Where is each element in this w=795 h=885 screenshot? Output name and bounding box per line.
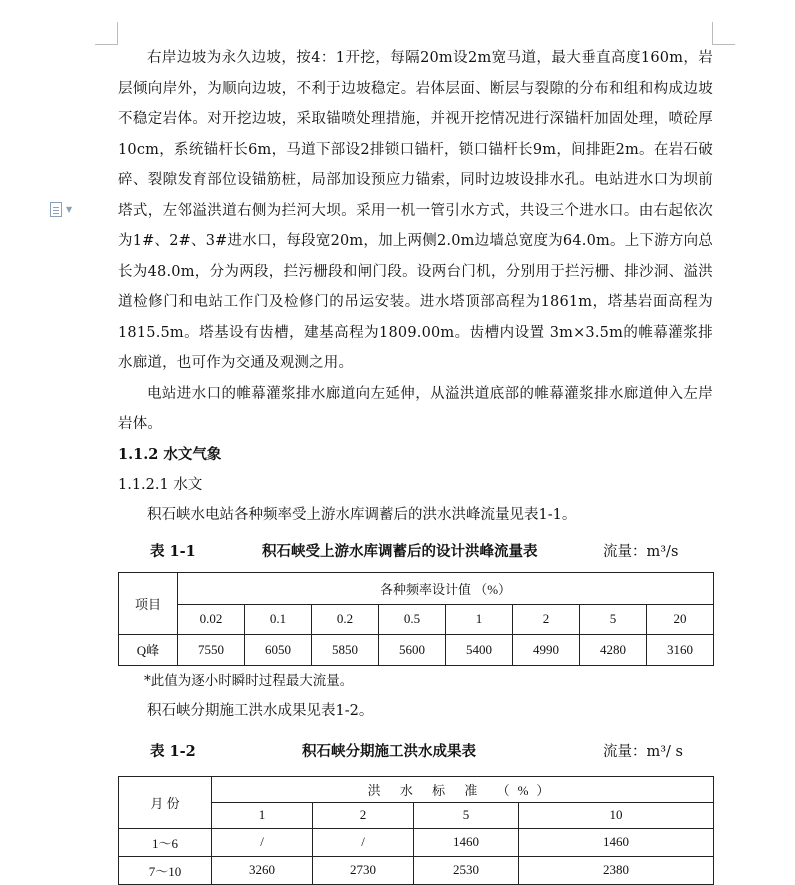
table2: [118, 776, 714, 885]
table1-unit: 流量：m³/s: [603, 544, 679, 560]
table1-value-row: [119, 634, 714, 665]
table2-value: 3260: [212, 856, 313, 884]
crop-mark-top-left: [95, 22, 118, 45]
table2-title: 积石峡分期施工洪水成果表: [302, 743, 476, 760]
table1-freq: 2: [513, 604, 580, 634]
table2-standard: 2: [313, 802, 414, 828]
table1-caption: [118, 530, 713, 572]
table2-row: [119, 828, 714, 856]
table1-intro: 积石峡水电站各种频率受上游水库调蓄后的洪水洪峰流量见表1-1。: [147, 506, 577, 523]
table2-unit: 流量：m³/ s: [603, 744, 683, 760]
table1-note: *此值为逐小时瞬时过程最大流量。: [144, 672, 354, 689]
table2-number: 表 1-2: [150, 743, 196, 760]
table2-value: 1460: [414, 828, 519, 856]
table1-group-header: 各种频率设计值 （%）: [178, 572, 714, 604]
table2-standard: 1: [212, 802, 313, 828]
table2-month: 7～10: [119, 856, 212, 884]
table1-value: 6050: [245, 634, 312, 665]
table2-col-label: 月 份: [119, 776, 212, 828]
table1-freq: 1: [446, 604, 513, 634]
subsection-heading: 1.1.2.1 水文: [118, 476, 203, 493]
table1-value: 4280: [580, 634, 647, 665]
table2-value: /: [313, 828, 414, 856]
table1-value: 7550: [178, 634, 245, 665]
table1-freq: 20: [647, 604, 714, 634]
table1-value: 3160: [647, 634, 714, 665]
table2-value: 2730: [313, 856, 414, 884]
table2-value: /: [212, 828, 313, 856]
table1-value: 5600: [379, 634, 446, 665]
table1-freq: 0.2: [312, 604, 379, 634]
section-heading: 1.1.2 水文气象: [118, 445, 222, 463]
table1-freq: 0.1: [245, 604, 312, 634]
table2-standard: 10: [519, 802, 714, 828]
table2-group-header: 洪 水 标 准 （%）: [212, 776, 714, 802]
table1-freq: 5: [580, 604, 647, 634]
table1-value: 5850: [312, 634, 379, 665]
table2-caption: [118, 726, 713, 776]
table1-freq: 0.02: [178, 604, 245, 634]
document-page: [118, 43, 713, 885]
table2-value: 2530: [414, 856, 519, 884]
table1-row-label: Q峰: [119, 634, 178, 665]
table2-value: 1460: [519, 828, 714, 856]
table1-freq: 0.5: [379, 604, 446, 634]
table1-title: 积石峡受上游水库调蓄后的设计洪峰流量表: [262, 543, 538, 560]
table1-value: 4990: [513, 634, 580, 665]
paragraph-1: 右岸边坡为永久边坡，按4：1开挖，每隔20m设2m宽马道，最大垂直高度160m，岩层倾向岸外，为顺向边坡，不利于边坡稳定。岩体层面、断层与裂隙的分布和组和构成边坡不稳定岩体。对开挖边坡，采取锚喷处理措施，并视开挖情况进行深锚杆加固处理，喷砼厚10cm，系统锚杆长6m，马道下部设2排锁口锚杆，锁口锚杆长9m，间排距2m。在岩石破碎、裂隙发育部位设锚筋桩，局部加设预应力锚索，同时边坡设排水孔。电站进水口为坝前塔式，左邻溢洪道右侧为拦河大坝。采用一机一管引水方式，共设三个进水口。由右起依次为1#、2#、3#进水口，每段宽20m，加上两侧2.0m边墙总宽度为64.0m。上下游方向总长为48.0m，分为两段，拦污栅段和闸门段。设两台门机，分别用于拦污栅、排沙洞、溢洪道检修门和电站工作门及检修门的吊运安装。进水塔顶部高程为1861m，塔基岩面高程为1815.5m。塔基设有齿槽，建基高程为1809.00m。齿槽内设置 3m×3.5m的帷幕灌浆排水廊道，也可作为交通及观测之用。: [118, 50, 713, 371]
table1-freq-row: [119, 604, 714, 634]
chevron-down-icon: ▼: [66, 205, 73, 214]
paragraph-options-button[interactable]: [50, 202, 72, 217]
crop-mark-top-right: [712, 22, 735, 45]
table1: [118, 572, 714, 666]
table2-month: 1～6: [119, 828, 212, 856]
table2-value: 2380: [519, 856, 714, 884]
table2-standard: 5: [414, 802, 519, 828]
table2-row: [119, 856, 714, 884]
paragraph-2: 电站进水口的帷幕灌浆排水廊道向左延伸，从溢洪道底部的帷幕灌浆排水廊道伸入左岸岩体。: [118, 385, 713, 432]
document-icon: [50, 202, 62, 217]
table1-number: 表 1-1: [150, 543, 196, 560]
table1-value: 5400: [446, 634, 513, 665]
table2-intro: 积石峡分期施工洪水成果见表1-2。: [147, 702, 374, 719]
table1-col-label: 项目: [119, 572, 178, 634]
